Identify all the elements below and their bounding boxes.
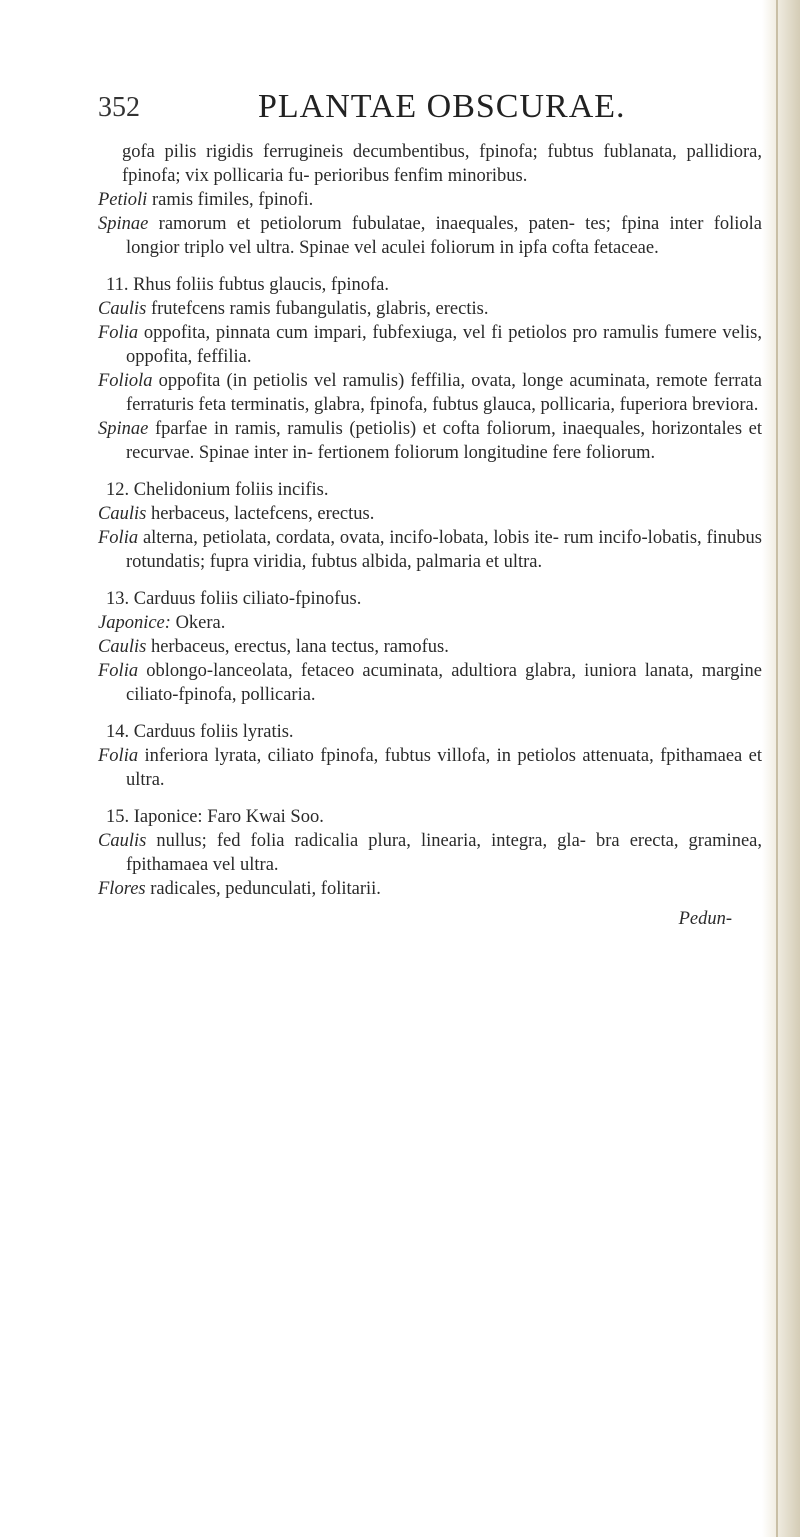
entry-item — [98, 829, 762, 877]
page-edge-shadow — [776, 0, 778, 1537]
petioli-term: Petioli — [98, 190, 148, 210]
entry-item — [98, 369, 762, 417]
item-term: Folia — [98, 323, 139, 343]
entry-15 — [98, 805, 762, 901]
entry-item — [98, 877, 762, 901]
entry-item — [98, 297, 762, 321]
book-page — [98, 86, 762, 950]
item-text: Okera. — [170, 613, 226, 633]
text-body — [98, 140, 762, 931]
running-head — [98, 86, 762, 126]
item-text: oppofita, pinnata cum impari, fubfexiuga, vel fi petiolos pro ramulis fumere velis, oppofita, feffilia. — [126, 323, 762, 367]
item-text: radicales, pedunculati, folitarii. — [145, 879, 381, 899]
entry-heading: 14. Carduus foliis lyratis. — [106, 722, 294, 742]
item-text: herbaceus, erectus, lana tectus, ramofus. — [146, 637, 449, 657]
item-term: Folia — [98, 661, 139, 681]
petioli-paragraph — [98, 188, 762, 212]
item-term: Caulis — [98, 504, 147, 524]
entry-item — [98, 635, 762, 659]
item-text: oblongo-lanceolata, fetaceo acuminata, adultiora glabra, iuniora lanata, margine ciliato-fpinofa, pollicaria. — [126, 661, 762, 705]
entry-item — [98, 502, 762, 526]
item-term: Caulis — [98, 299, 147, 319]
entry-item — [98, 417, 762, 465]
spinae-term: Spinae — [98, 214, 149, 234]
catchword: Pedun- — [678, 909, 732, 929]
entry-11 — [98, 273, 762, 465]
item-text: herbaceus, lactefcens, erectus. — [146, 504, 375, 524]
item-term: Spinae — [98, 419, 149, 439]
entry-heading: 15. Iaponice: Faro Kwai Soo. — [106, 807, 324, 827]
entry-item — [98, 744, 762, 792]
entry-14 — [98, 720, 762, 792]
entry-item — [98, 321, 762, 369]
page-edge — [762, 0, 800, 1537]
continuation-paragraph — [98, 140, 762, 188]
entry-heading: 11. Rhus foliis fubtus glaucis, fpinofa. — [106, 275, 389, 295]
item-term: Foliola — [98, 371, 153, 391]
entry-item — [98, 659, 762, 707]
item-term: Folia — [98, 528, 139, 548]
item-text: nullus; fed folia radicalia plura, linearia, integra, gla- bra erecta, graminea, fpithamaea vel ultra. — [126, 831, 762, 875]
petioli-text: ramis fimiles, fpinofi. — [147, 190, 314, 210]
running-title: PLANTAE OBSCURAE. — [258, 88, 626, 125]
entry-heading: 13. Carduus foliis ciliato-fpinofus. — [106, 589, 362, 609]
item-term: Caulis — [98, 637, 147, 657]
item-term: Folia — [98, 746, 139, 766]
entry-item — [98, 611, 762, 635]
entry-item — [98, 526, 762, 574]
spinae-paragraph — [98, 212, 762, 260]
item-term: Flores — [98, 879, 146, 899]
continuation-text: gofa pilis rigidis ferrugineis decumbentibus, fpinofa; fubtus fublanata, pallidiora, fpinofa; vix pollicaria fu- perioribus fenfim minoribus. — [122, 142, 762, 186]
page-number: 352 — [98, 92, 140, 123]
item-text: fparfae in ramis, ramulis (petiolis) et cofta foliorum, inaequales, horizontales et recurvae. Spinae inter in- fertionem foliorum longitudine fere foliorum. — [126, 419, 762, 463]
entry-13 — [98, 587, 762, 707]
item-text: inferiora lyrata, ciliato fpinofa, fubtus villofa, in petiolos attenuata, fpithamaea et ultra. — [126, 746, 762, 790]
item-term: Japonice: — [98, 613, 171, 633]
entry-12 — [98, 478, 762, 574]
spinae-text: ramorum et petiolorum fubulatae, inaequales, paten- tes; fpina inter foliola longior triplo vel ultra. Spinae vel aculei foliorum in ipfa cofta fetaceae. — [126, 214, 762, 258]
item-term: Caulis — [98, 831, 147, 851]
item-text: frutefcens ramis fubangulatis, glabris, erectis. — [146, 299, 489, 319]
entry-heading: 12. Chelidonium foliis incifis. — [106, 480, 329, 500]
item-text: alterna, petiolata, cordata, ovata, incifo-lobata, lobis ite- rum incifo-lobatis, finubus rotundatis; fupra viridia, fubtus albida, palmaria et ultra. — [126, 528, 762, 572]
item-text: oppofita (in petiolis vel ramulis) feffilia, ovata, longe acuminata, remote ferrata ferraturis feta terminatis, glabra, fpinofa, fubtus glauca, pollicaria, fuperiora breviora. — [126, 371, 762, 415]
